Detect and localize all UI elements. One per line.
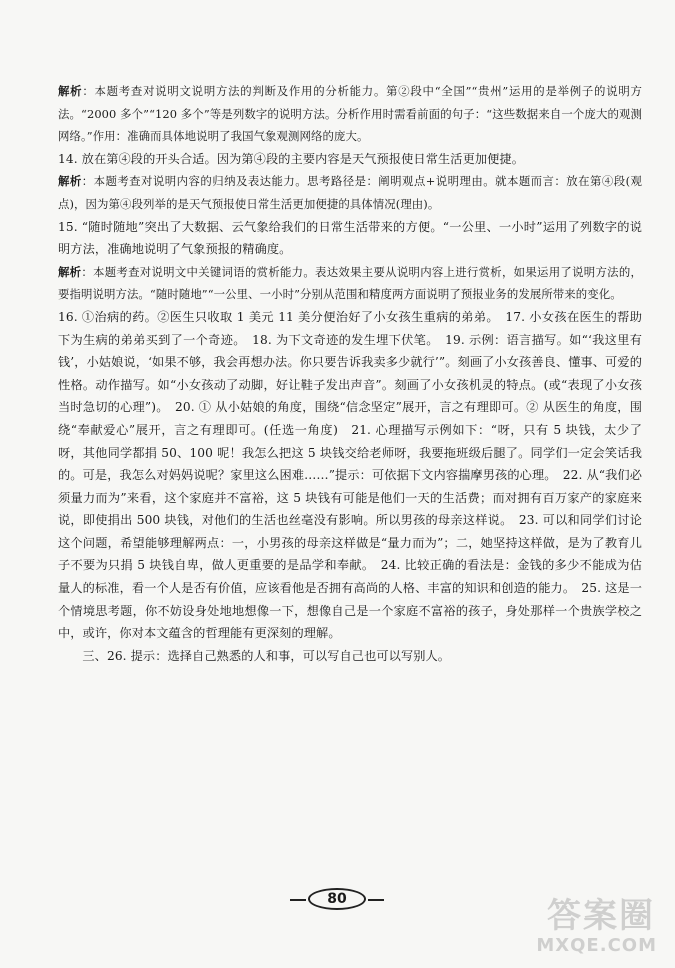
- analysis-label: 解析: [58, 174, 82, 189]
- analysis-text: ：本题考查对说明文中关键词语的赏析能力。表达效果主要从说明内容上进行赏析，如果运用了说明方法的，要指明说明方法。“随时随地”“一公里、一小时”分别从范围和精度两方面说明了预报业务的发展所带来的变化。: [58, 264, 642, 302]
- analysis-15: [58, 261, 642, 306]
- answer-26: [58, 645, 642, 668]
- answer-15: [58, 216, 642, 261]
- answer-text: 15. “随时随地”突出了大数据、云气象给我们的日常生活带来的方便。“一公里、一小时”运用了列数字的说明方法，准确地说明了气象预报的精确度。: [58, 219, 642, 257]
- analysis-text: ：本题考查对说明内容的归纳及表达能力。思考路径是：阐明观点+说明理由。就本题而言：放在第④段(观点)，因为第④段列举的是天气预报使日常生活更加便捷的具体情况(理由)。: [58, 174, 642, 211]
- page-number: 80: [308, 888, 366, 910]
- analysis-label: 解析: [58, 264, 82, 279]
- analysis-14: [58, 170, 642, 215]
- answers-16-25: [58, 306, 642, 645]
- analysis-13: [58, 80, 642, 148]
- watermark-top: 答案圈: [547, 896, 655, 936]
- answer-text: 三、26. 提示：选择自己熟悉的人和事，可以写自己也可以写别人。: [82, 648, 451, 663]
- analysis-text: ：本题考查对说明文说明方法的判断及作用的分析能力。第②段中“全国”“贵州”运用的是举例子的说明方法。“2000 多个”“120 多个”等是列数字的说明方法。分析作用时需看前面的句子：“这些数据来自一个庞大的观测网络。”作用：准确而具体地说明了我国气象观测网络的庞大。: [58, 84, 642, 144]
- answer-text: 14. 放在第④段的开头合适。因为第④段的主要内容是天气预报使日常生活更加便捷。: [58, 151, 525, 166]
- watermark-bottom: MXQE.COM: [536, 935, 657, 956]
- answer-text: 16. ①治病的药。②医生只收取 1 美元 11 美分便治好了小女孩生重病的弟弟。 17. 小女孩在医生的帮助下为生病的弟弟买到了一个奇迹。 18. 为下文奇迹的发生埋下伏笔。 19. 示例：语言描写。如“‘我这里有钱’，小姑娘说，‘如果不够，我会再想办法。你只要告诉我卖多少就行’”。刻画了小女孩善良、懂事、可爱的性格。动作描写。如“小女孩动了动脚，好让鞋子发出声音”。刻画了小女孩机灵的特点。(或“表现了小女孩当时急切的心理”)。 20. ① 从小姑娘的角度，围绕“信念坚定”展开，言之有理即可。② 从医生的角度，围绕“奉献爱心”展开，言之有理即可。(任选一角度) 21. 心理描写示例如下：“呀，只有 5 块钱，太少了呀，其他同学都捐 50、100 呢！我怎么把这 5 块钱交给老师呀，我要拖班级后腿了。同学们一定会笑话我的。可是，我怎么对妈妈说呢？家里这么困难……”提示：可依据下文内容揣摩男孩的心理。 22. 从“我们必须量力而为”来看，这个家庭并不富裕，这 5 块钱有可能是他们一天的生活费；而对拥有百万家产的家庭来说，即使捐出 500 块钱，对他们的生活也丝毫没有影响。所以男孩的母亲这样说。 23. 可以和同学们讨论这个问题，希望能够理解两点：一，小男孩的母亲这样做是“量力而为”；二，她坚持这样做，是为了教育儿子不要为只捐 5 块钱自卑，做人更重要的是品学和奉献。 24. 比较正确的看法是：金钱的多少不能成为估量人的标准，看一个人是否有价值，应该看他是否拥有高尚的人格、丰富的知识和创造的能力。 25. 这是一个情境思考题，你不妨设身处地地想像一下，想像自己是一个家庭不富裕的孩子，身处那样一个贵族学校之中，或许，你对本文蕴含的哲理能有更深刻的理解。: [58, 309, 642, 641]
- watermark-logo: [513, 888, 663, 958]
- analysis-label: 解析: [58, 84, 83, 98]
- answer-14: [58, 148, 642, 171]
- answer-content: [58, 80, 642, 667]
